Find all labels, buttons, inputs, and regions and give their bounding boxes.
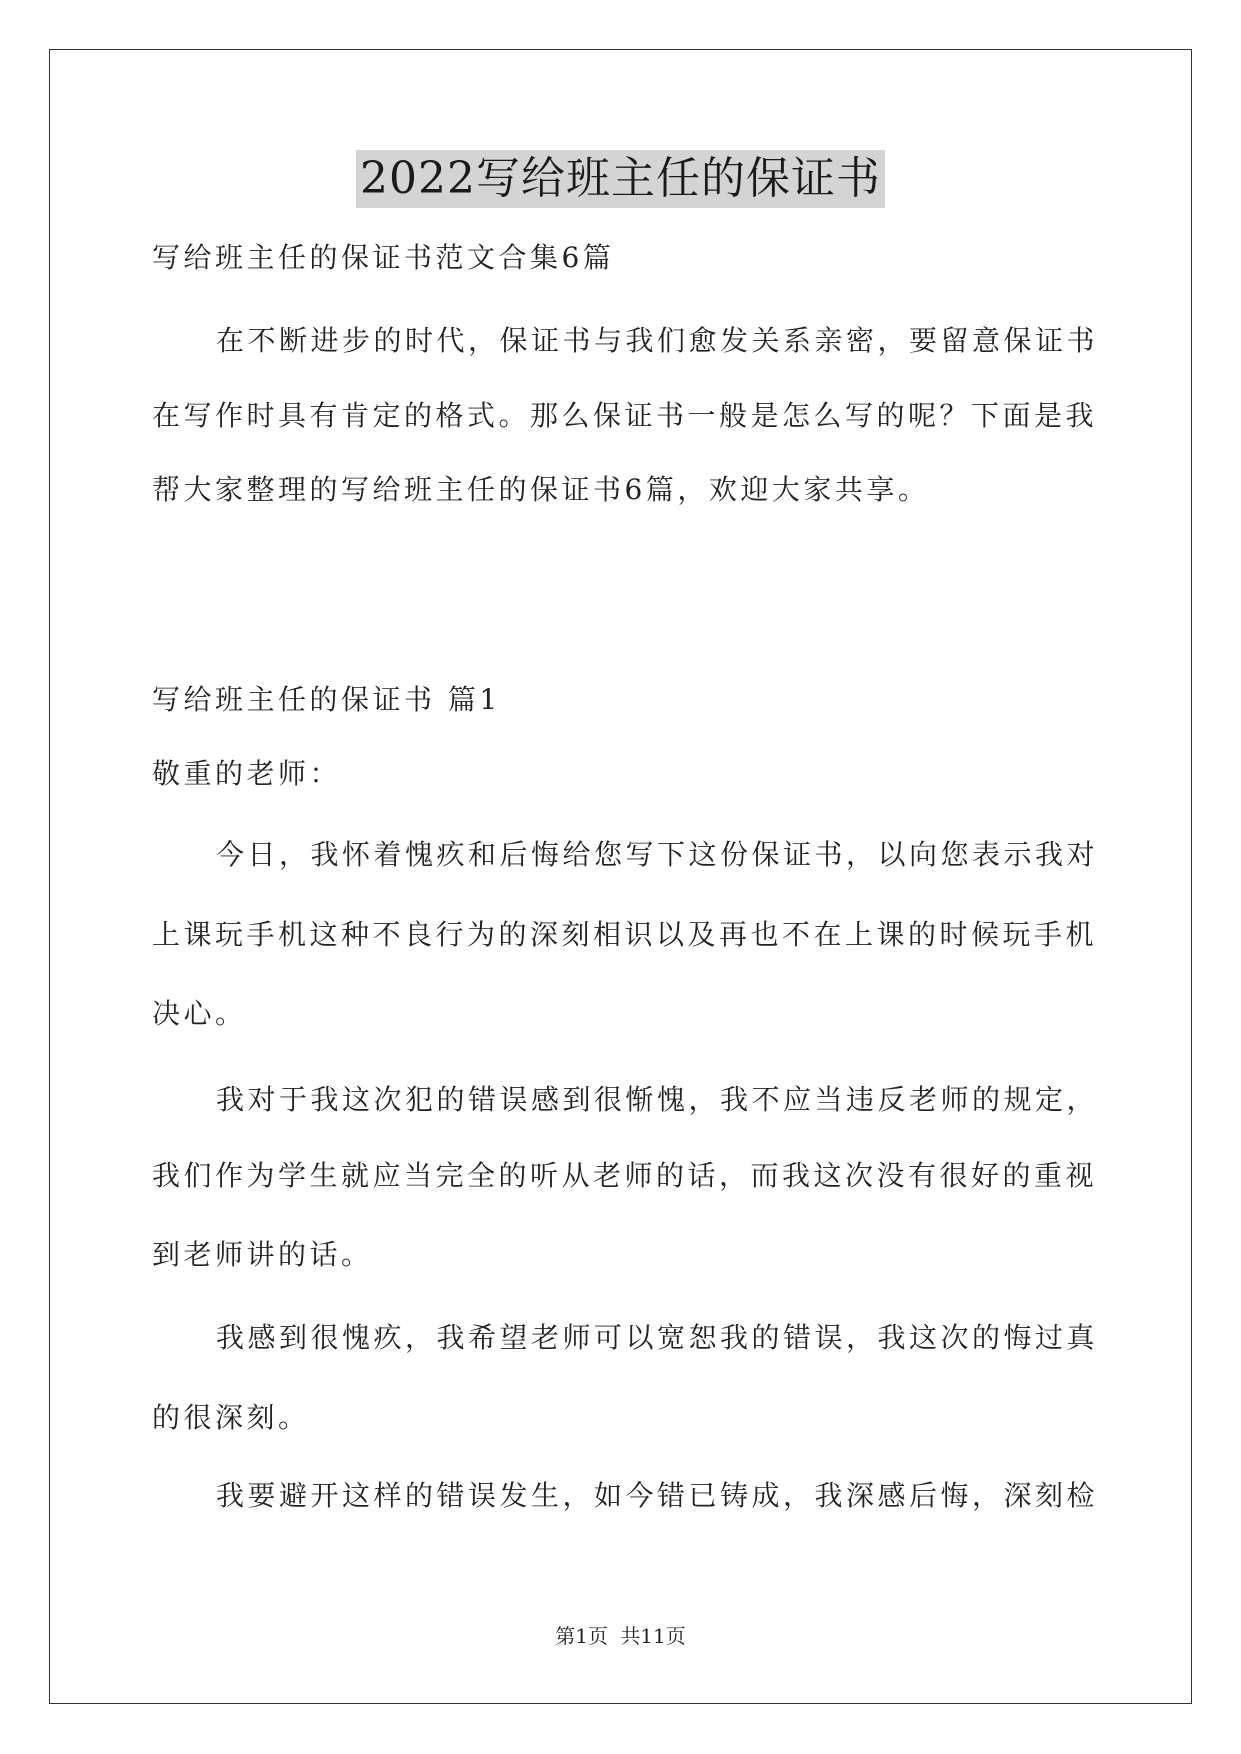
title-container	[0, 150, 1241, 208]
body-paragraph-line: 决心。	[152, 997, 247, 1030]
intro-paragraph-line: 在写作时具有肯定的格式。那么保证书一般是怎么写的呢？下面是我	[152, 399, 1098, 432]
body-paragraph-line: 我们作为学生就应当完全的听从老师的话，而我这次没有很好的重视	[152, 1159, 1098, 1192]
subtitle: 写给班主任的保证书范文合集6篇	[152, 241, 615, 274]
document-title: 2022写给班主任的保证书	[356, 150, 885, 208]
page-total: 共11页	[620, 1624, 686, 1648]
page-footer	[0, 1620, 1241, 1649]
body-paragraph-line: 我要避开这样的错误发生，如今错已铸成，我深感后悔，深刻检	[216, 1479, 1099, 1512]
body-paragraph-line: 上课玩手机这种不良行为的深刻相识以及再也不在上课的时候玩手机	[152, 918, 1098, 951]
intro-paragraph-line: 帮大家整理的写给班主任的保证书6篇，欢迎大家共享。	[152, 473, 930, 506]
section-heading: 写给班主任的保证书 篇1	[152, 683, 501, 716]
body-paragraph-line: 我对于我这次犯的错误感到很惭愧，我不应当违反老师的规定，	[216, 1083, 1099, 1116]
body-paragraph-line: 到老师讲的话。	[152, 1238, 373, 1271]
body-paragraph-line: 的很深刻。	[152, 1401, 310, 1434]
salutation: 敬重的老师：	[152, 757, 342, 790]
body-paragraph-line: 今日，我怀着愧疚和后悔给您写下这份保证书，以向您表示我对	[216, 838, 1099, 871]
body-paragraph-line: 我感到很愧疚，我希望老师可以宽恕我的错误，我这次的悔过真	[216, 1321, 1099, 1354]
page-number: 第1页	[555, 1624, 608, 1648]
page-border	[49, 49, 1192, 1704]
intro-paragraph-line: 在不断进步的时代，保证书与我们愈发关系亲密，要留意保证书	[216, 324, 1099, 357]
